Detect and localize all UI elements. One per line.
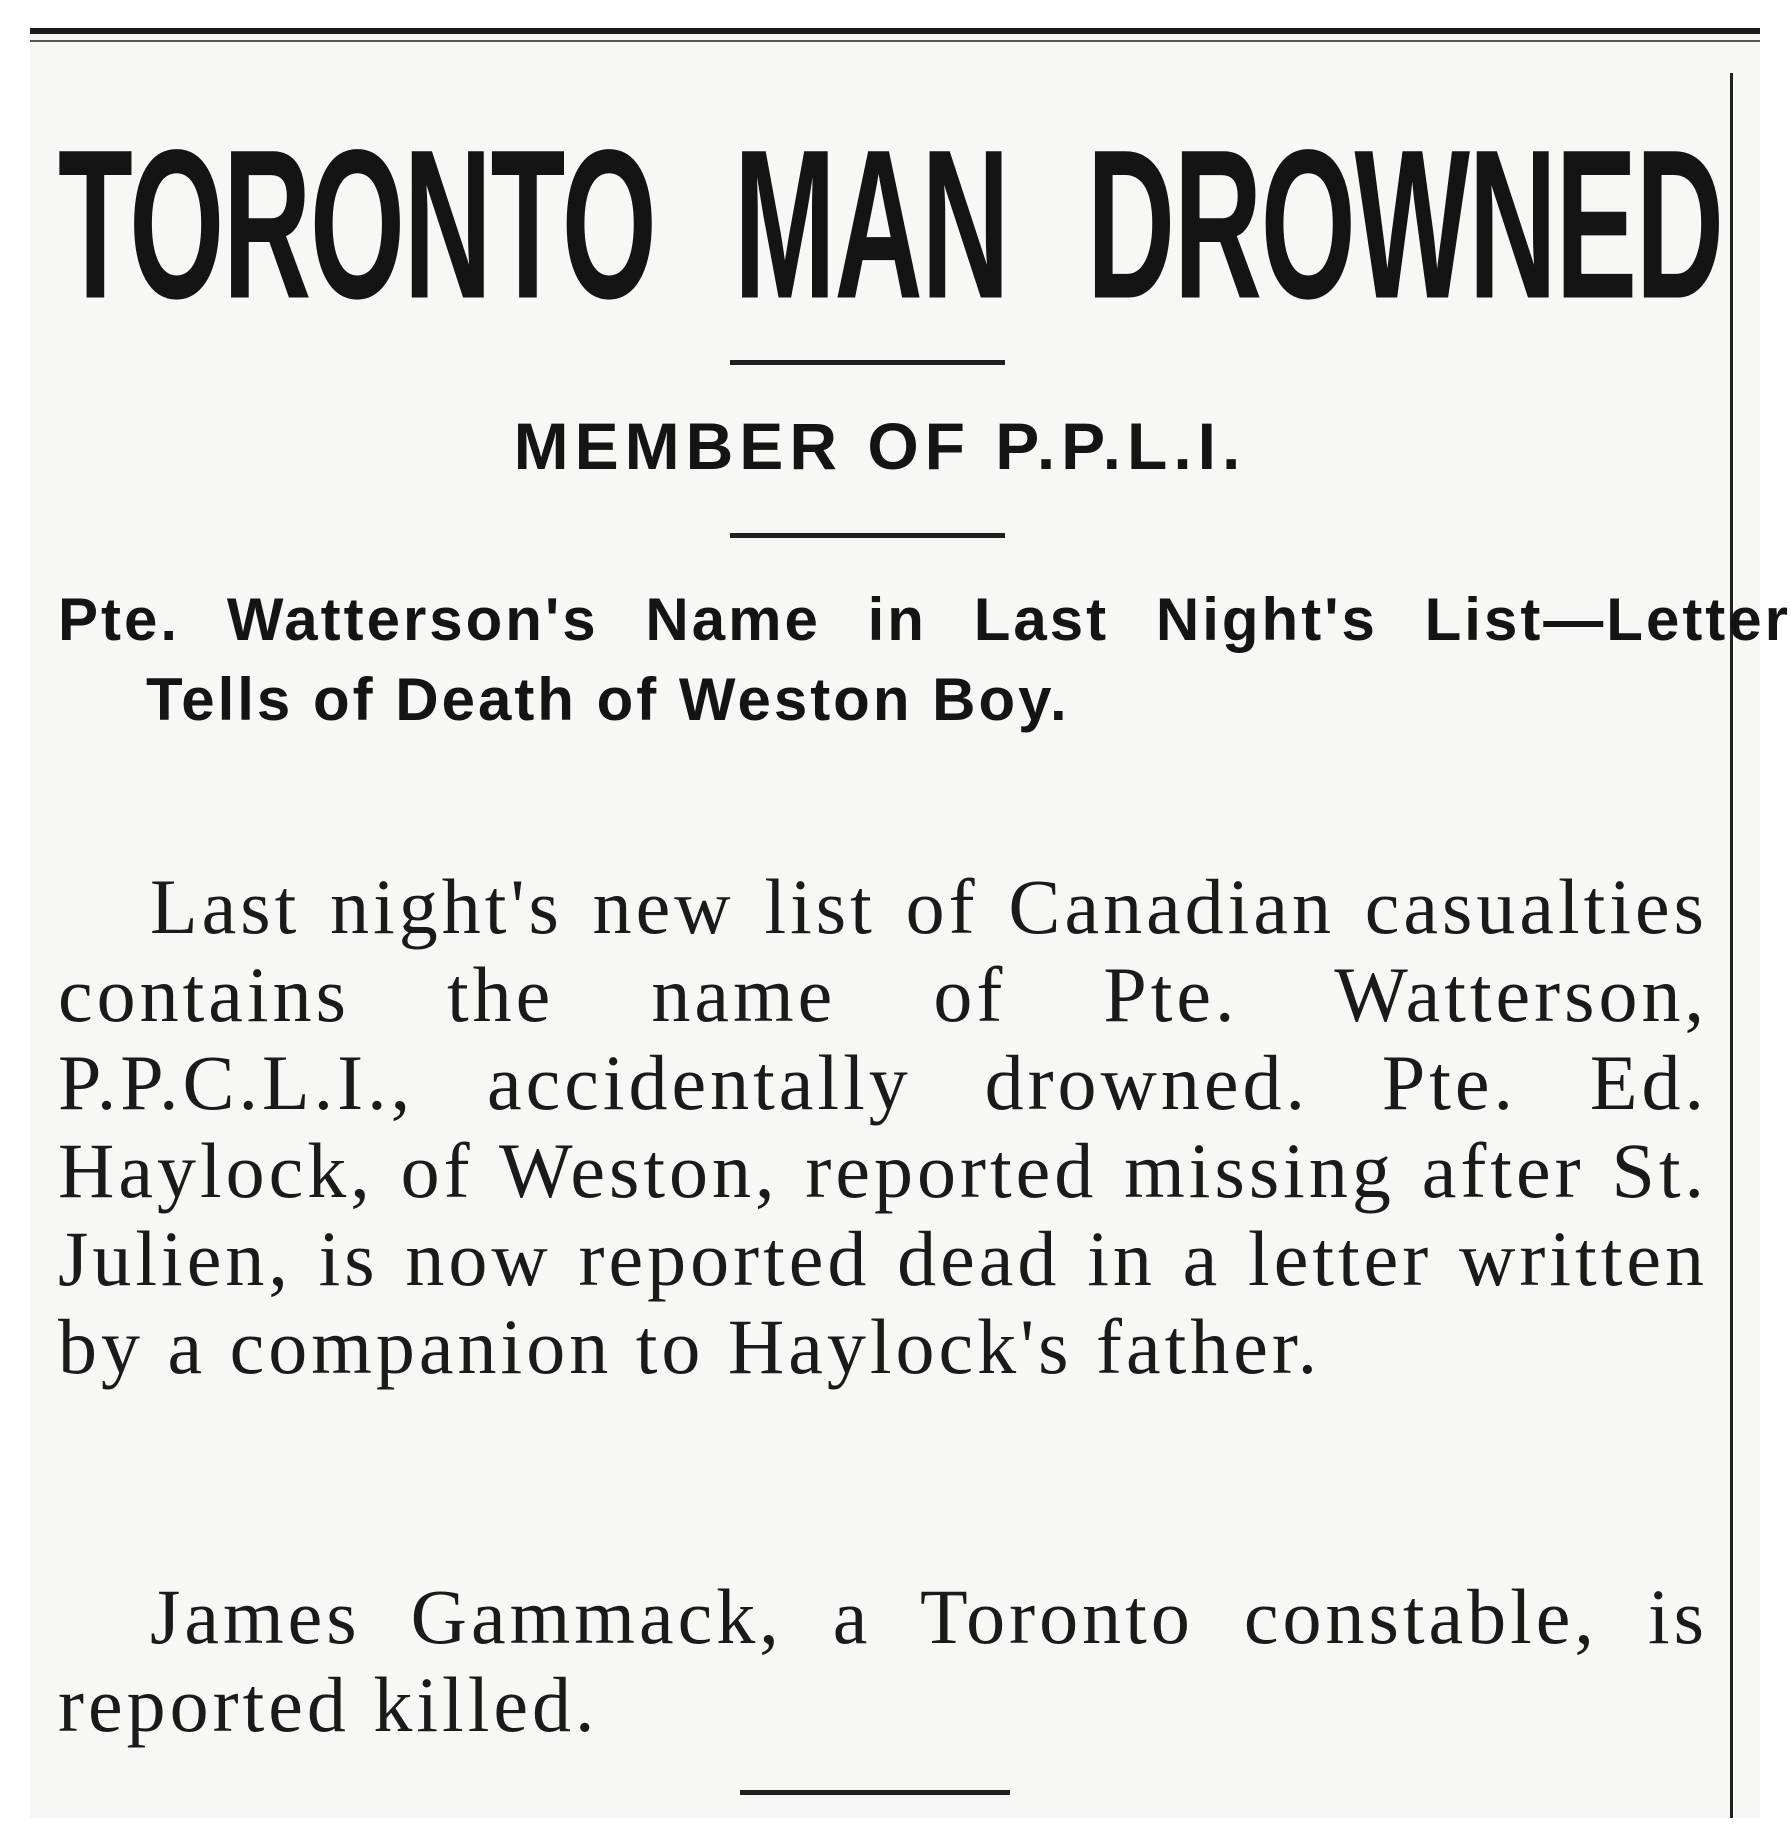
headline-word: DROWNED xyxy=(1086,106,1723,344)
section-divider xyxy=(730,533,1005,538)
section-divider xyxy=(730,360,1005,365)
subheadline: MEMBER OF P.P.L.I. xyxy=(513,409,1247,483)
top-border-rule xyxy=(30,28,1760,34)
headline xyxy=(58,106,1723,344)
body-paragraph: Last night's new list of Canadian casualties contains the name of Pte. Watterson, P.P.C.L.I., accidentally drowned. Pte. Ed. Haylock, of Weston, reported missing after St. Julien, is now reported dead in a letter written by a companion to Haylock's father. xyxy=(58,863,1708,1390)
headline-word: MAN xyxy=(733,106,1009,344)
deck-summary: Pte. Watterson's Name in Last Night's List—Letter Tells of Death of Weston Boy. xyxy=(58,586,1791,733)
top-border-rule-thin xyxy=(30,40,1760,42)
headline-word: TORONTO xyxy=(58,106,656,344)
body-paragraph: James Gammack, a Toronto constable, is reported killed. xyxy=(58,1573,1708,1748)
newspaper-clipping xyxy=(30,28,1791,1818)
column-rule xyxy=(1730,73,1733,1818)
end-divider xyxy=(740,1790,1010,1795)
